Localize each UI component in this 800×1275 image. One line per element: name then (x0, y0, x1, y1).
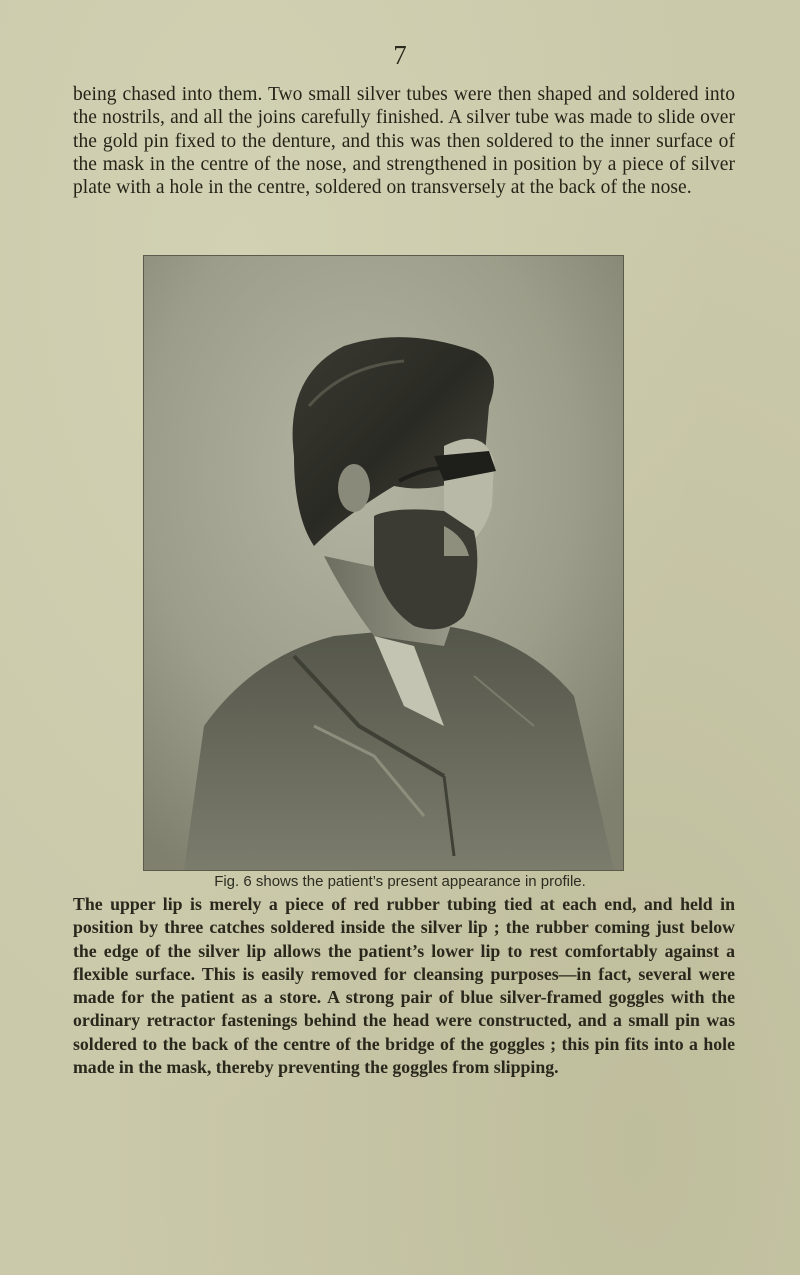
paragraph-2: The upper lip is merely a piece of red rubber tubing tied at each end, and held in position by three catches soldered inside the silver lip ; the rubber coming just below the edge of the silver lip allows the patient’s lower lip to rest comfortably against a flexible surface. This is easily removed for cleansing purposes—in fact, several were made for the patient as a store. A strong pair of blue silver-framed goggles with the ordinary retractor fastenings behind the head were constructed, and a small pin was soldered to the back of the centre of the bridge of the goggles ; this pin fits into a hole made in the mask, thereby preventing the goggles from slipping. (73, 894, 735, 1078)
paragraph-1: being chased into them. Two small silver tubes were then shaped and soldered into the nostrils, and all the joins carefully finished. A silver tube was made to slide over the gold pin fixed to the denture, and this was then soldered to the inner surface of the mask in the centre of the nose, and strengthened in position by a piece of silver plate with a hole in the centre, soldered on transversely at the back of the nose. (73, 84, 735, 199)
figure-caption: Fig. 6 shows the patient’s present appearance in profile. (214, 873, 586, 890)
profile-photograph (143, 255, 624, 871)
page-number: 7 (393, 40, 407, 70)
